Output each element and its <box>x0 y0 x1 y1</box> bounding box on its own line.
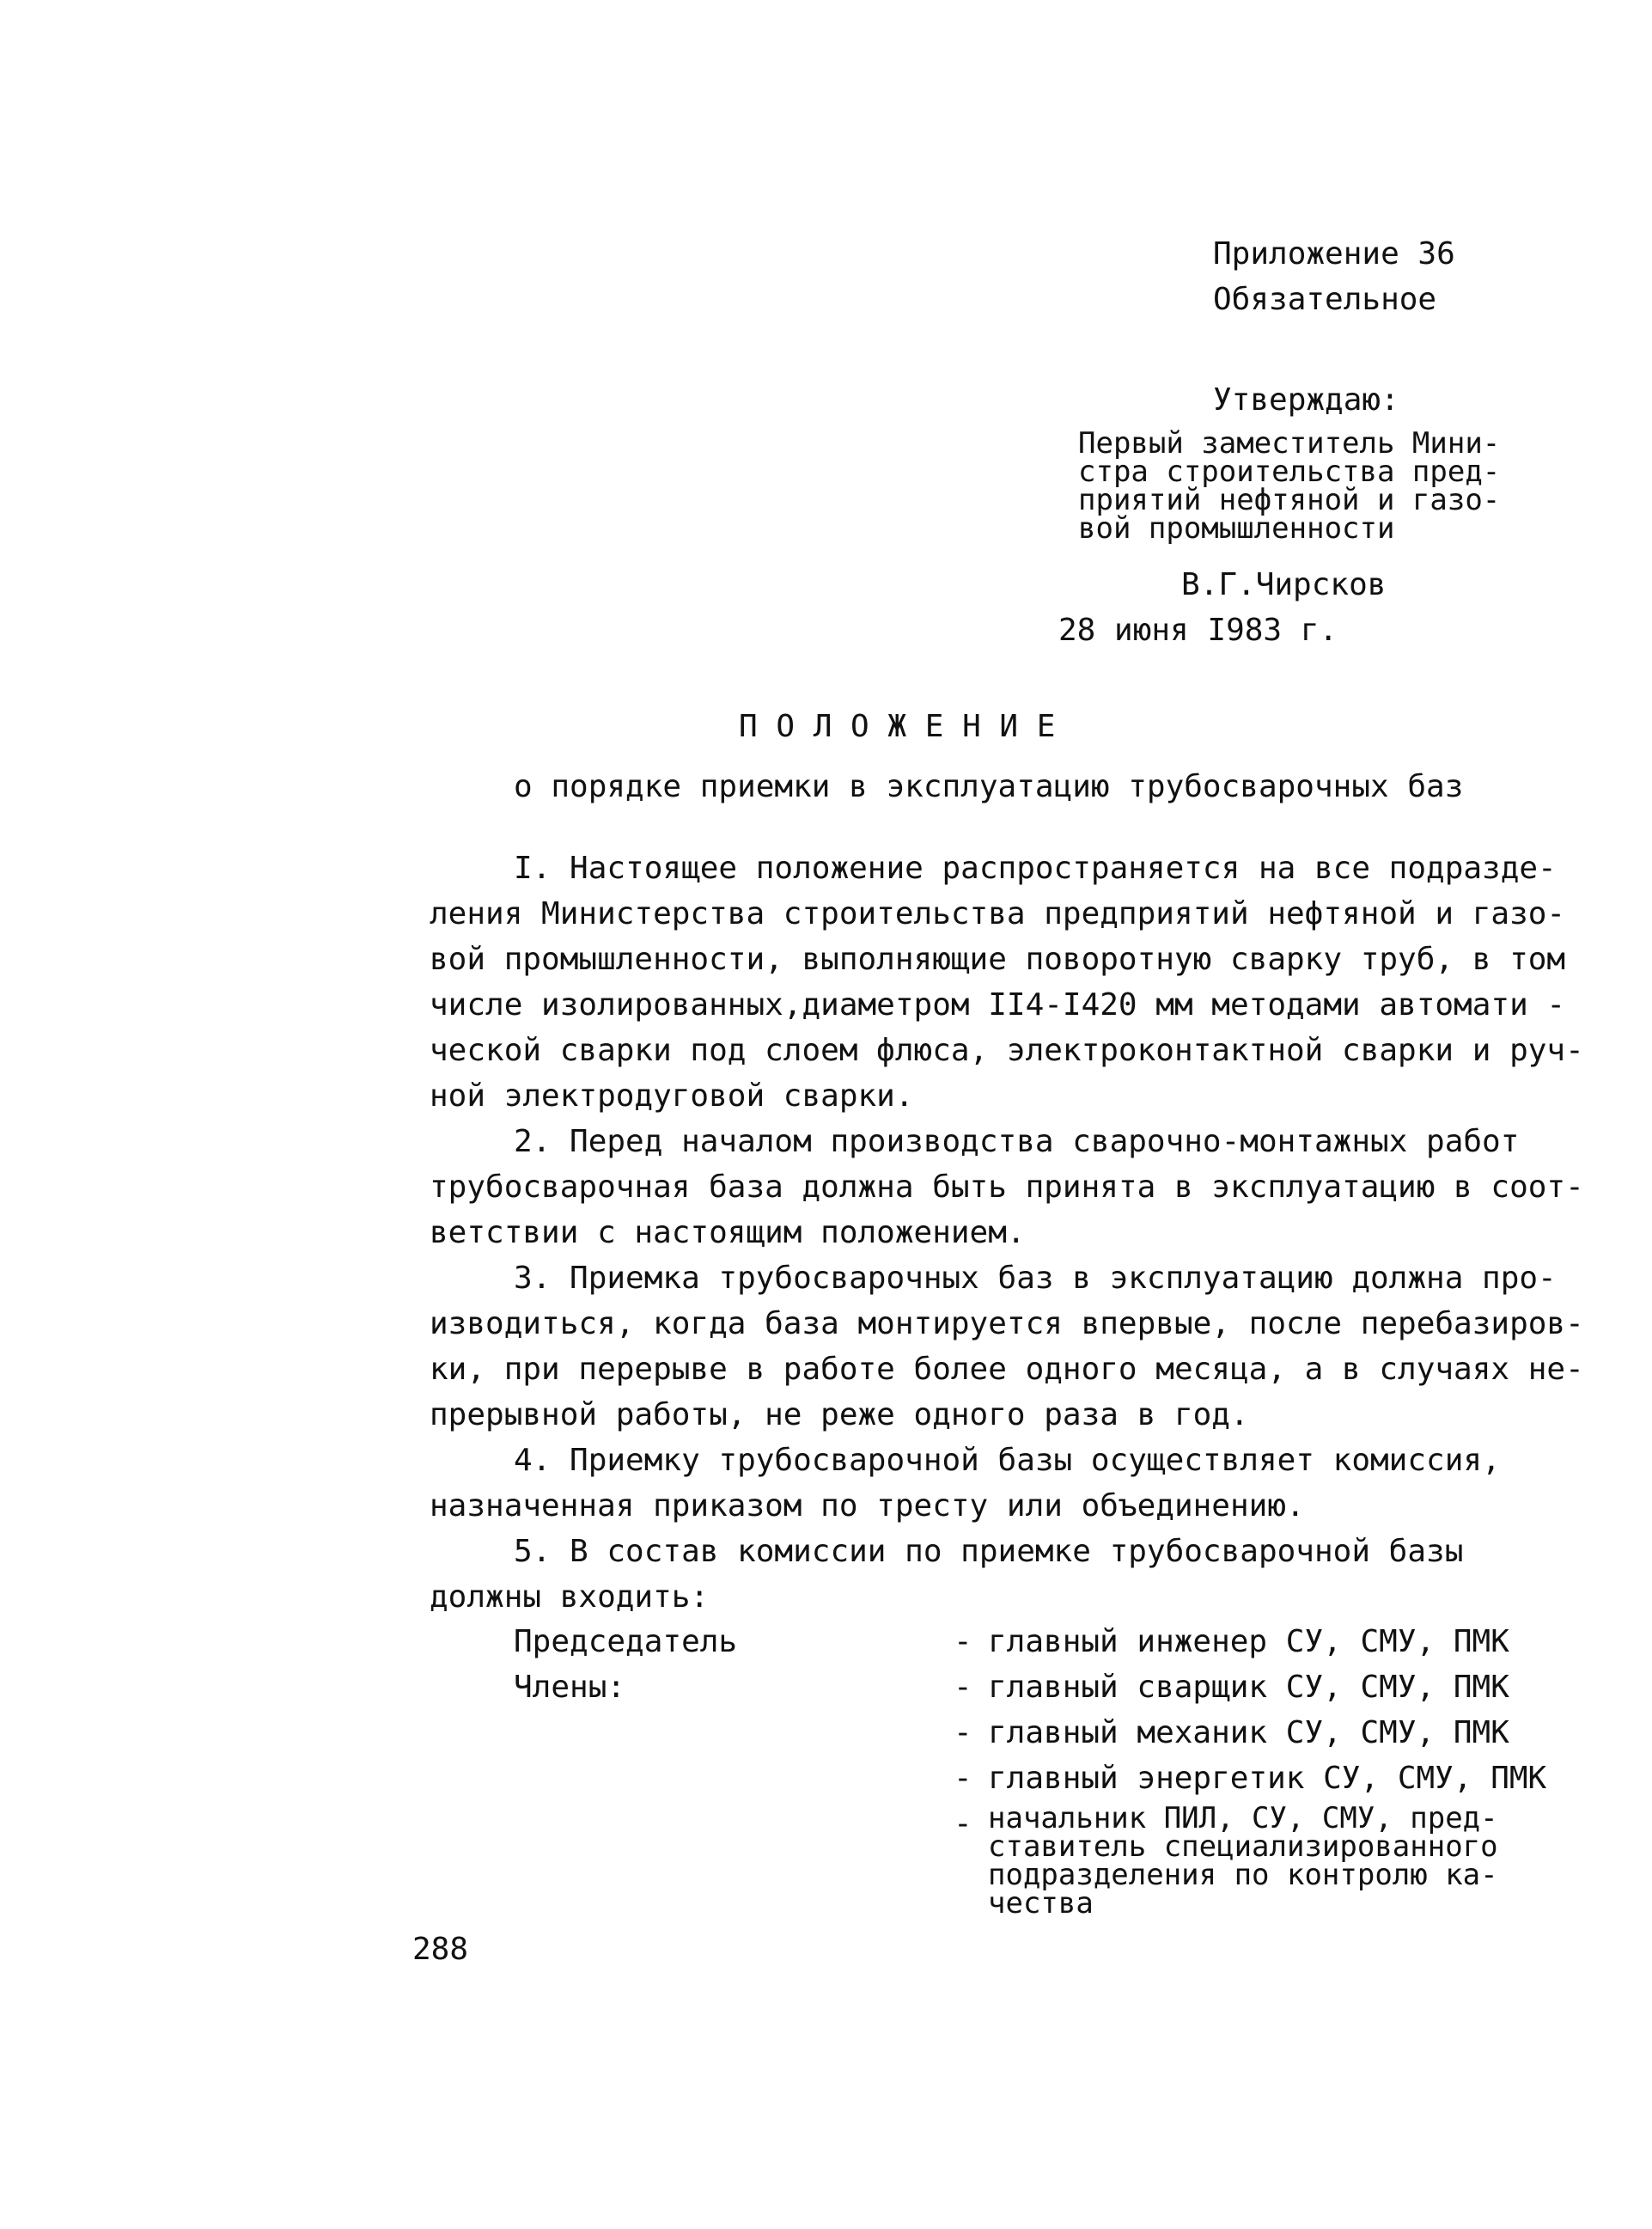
paragraph-4-line: назначенная приказом по тресту или объединению. <box>430 1488 1305 1524</box>
member-role: главный механик СУ, СМУ, ПМК <box>988 1715 1509 1750</box>
paragraph-2-line: 2. Перед началом производства сварочно-монтажных работ <box>514 1124 1520 1159</box>
member-role-line: чества <box>988 1886 1094 1921</box>
chairman-label: Председатель <box>514 1624 738 1659</box>
approver-name: В.Г.Чирсков <box>1181 567 1387 602</box>
document-subtitle: о порядке приемки в эксплуатацию трубосварочных баз <box>514 769 1464 804</box>
member-role: главный энергетик СУ, СМУ, ПМК <box>988 1761 1547 1796</box>
paragraph-3-line: изводиться, когда база монтируется впервые, после перебазиров- <box>430 1306 1584 1341</box>
paragraph-1-line: ческой сварки под слоем флюса, электроконтактной сварки и руч- <box>430 1033 1584 1068</box>
approver-line: приятий нефтяной и газо- <box>1078 483 1501 517</box>
list-dash: - <box>954 1715 972 1750</box>
paragraph-1-line: вой промышленности, выполняющие поворотную сварку труб, в том <box>430 942 1566 977</box>
paragraph-3-line: 3. Приемка трубосварочных баз в эксплуатацию должна про- <box>514 1261 1557 1296</box>
approval-date: 28 июня I983 г. <box>1058 613 1338 648</box>
paragraph-2-line: трубосварочная база должна быть принята в эксплуатацию в соот- <box>430 1169 1584 1205</box>
approver-line: стра строительства пред- <box>1078 455 1501 489</box>
approver-line: вой промышленности <box>1078 511 1395 546</box>
list-dash: - <box>954 1670 972 1705</box>
paragraph-5-line: должны входить: <box>430 1579 710 1615</box>
member-role-line: ставитель специализированного <box>988 1829 1498 1864</box>
paragraph-4-line: 4. Приемку трубосварочной базы осуществляет комиссия, <box>514 1443 1501 1478</box>
paragraph-1-line: ной электродуговой сварки. <box>430 1078 914 1114</box>
approver-line: Первый заместитель Мини- <box>1078 426 1501 461</box>
paragraph-1-line: ления Министерства строительства предприятий нефтяной и газо- <box>430 896 1566 931</box>
paragraph-2-line: ветствии с настоящим положением. <box>430 1215 1026 1250</box>
paragraph-5-line: 5. В состав комиссии по приемке трубосварочной базы <box>514 1534 1464 1569</box>
approve-label: Утверждаю: <box>1213 382 1399 418</box>
paragraph-1-line: числе изолированных,диаметром II4-I420 мм методами автомати - <box>430 987 1566 1023</box>
member-role-line: подразделения по контролю ка- <box>988 1858 1498 1892</box>
member-role-line: начальник ПИЛ, СУ, СМУ, пред- <box>988 1801 1498 1835</box>
members-label: Члены: <box>514 1670 626 1705</box>
paragraph-3-line: прерывной работы, не реже одного раза в год. <box>430 1397 1249 1432</box>
list-dash: - <box>954 1624 972 1659</box>
list-dash: - <box>954 1806 972 1841</box>
approver-title <box>1078 426 1501 546</box>
appendix-number: Приложение 36 <box>1213 236 1455 272</box>
member-role-multiline <box>988 1801 1498 1921</box>
mandatory-label: Обязательное <box>1213 282 1437 317</box>
page-number: 288 <box>412 1932 469 1967</box>
member-role: главный сварщик СУ, СМУ, ПМК <box>988 1670 1509 1705</box>
paragraph-3-line: ки, при перерыве в работе более одного месяца, а в случаях не- <box>430 1352 1584 1387</box>
chairman-role: главный инженер СУ, СМУ, ПМК <box>988 1624 1509 1659</box>
document-title: П О Л О Ж Е Н И Е <box>739 709 1056 744</box>
list-dash: - <box>954 1761 972 1796</box>
paragraph-1-line: I. Настоящее положение распространяется на все подразде- <box>514 851 1557 886</box>
